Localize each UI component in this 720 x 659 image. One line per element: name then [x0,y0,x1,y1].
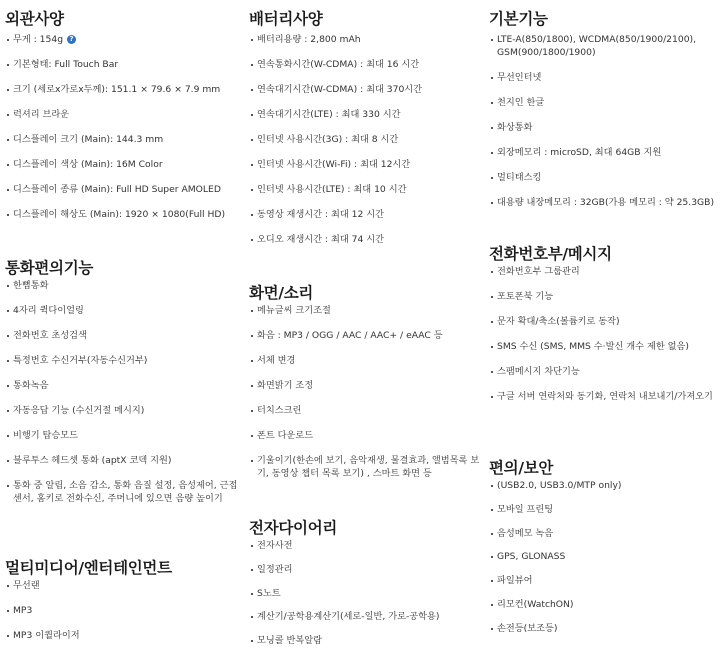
list-item: MP3 [0,605,240,618]
list-item: 디스플레이 색상 (Main): 16M Color [0,159,240,172]
list-item: 인터넷 사용시간(3G) : 최대 8 시간 [244,134,480,147]
list-item: 연속통화시간(W-CDMA) : 최대 16 시간 [244,59,480,72]
list-item: 대용량 내장메모리 : 32GB(가용 메모리 : 약 25.3GB) [484,197,720,210]
exterior-title: 외관사양 [5,10,64,28]
list-item: S노트 [244,588,480,601]
list-item: 모닝콜 반복알람 [244,635,480,648]
list-item: 천지인 한글 [484,97,720,110]
list-item: 일정관리 [244,564,480,577]
list-item: 구글 서버 연락처와 동기화, 연락처 내보내기/가져오기 [484,391,720,404]
list-item: 포토폰북 기능 [484,291,720,304]
list-item: 럭셔리 브라운 [0,109,240,122]
multimedia-section [0,556,240,655]
exterior-section [0,7,240,234]
list-item: 인터넷 사용시간(LTE) : 최대 10 시간 [244,184,480,197]
list-item: 계산기/공학용계산기(세로-일반, 가로-공학용) [244,611,480,624]
list-item: 전화번호 초성검색 [0,330,240,343]
list-item: 오디오 재생시간 : 최대 74 시간 [244,234,480,247]
multimedia-title: 멀티미디어/엔터테인먼트 [5,559,172,577]
list-item: 모바일 프린팅 [484,504,720,517]
convenience-list [484,480,720,635]
list-item [0,34,240,47]
list-item: 연속대기시간(LTE) : 최대 330 시간 [244,109,480,122]
convenience-section [484,456,720,647]
list-item: 폰트 다운로드 [244,430,480,443]
list-item: 전자사전 [244,540,480,553]
list-item: 디스플레이 크기 (Main): 144.3 mm [0,134,240,147]
phonebook-section [484,242,720,416]
list-item: 음성메모 녹음 [484,528,720,541]
list-item: 기울이기(한손에 보기, 음악재생, 물결효과, 앨범목록 보기, 동영상 챕터 목록 보기) , 스마트 화면 등 [244,455,480,480]
list-item: 동영상 재생시간 : 최대 12 시간 [244,209,480,222]
battery-title: 배터리사양 [249,10,323,28]
list-item: (USB2.0, USB3.0/MTP only) [484,480,720,493]
battery-list [244,34,480,247]
diary-list [244,540,480,648]
list-item: 리모컨(WatchON) [484,599,720,612]
list-item: 4자리 퀵다이얼링 [0,305,240,318]
list-item: 한뼘통화 [0,280,240,293]
list-item: 화상통화 [484,122,720,135]
list-item: 전화번호부 그룹관리 [484,266,720,279]
list-item: 배터리용량 : 2,800 mAh [244,34,480,47]
phonebook-title: 전화번호부/메시지 [489,245,612,263]
list-item: 외장메모리 : microSD, 최대 64GB 지원 [484,147,720,160]
help-icon[interactable]: ? [67,35,76,44]
list-item: SMS 수신 (SMS, MMS 수·발신 개수 제한 없음) [484,341,720,354]
list-item: 화음 : MP3 / OGG / AAC / AAC+ / eAAC 등 [244,330,480,343]
list-item: 무선인터넷 [484,72,720,85]
phonebook-list [484,266,720,404]
list-item: 멀티태스킹 [484,172,720,185]
list-item: MP3 이퀄라이저 [0,630,240,643]
list-item: 터치스크린 [244,405,480,418]
basic-title: 기본기능 [489,10,548,28]
weight-text: 무게 : 154g [13,34,64,45]
screen-section [244,281,480,493]
diary-title: 전자다이어리 [249,519,338,537]
multimedia-list [0,580,240,643]
list-item: 크기 (세로x가로x두께): 151.1 × 79.6 × 7.9 mm [0,84,240,97]
list-item: GPS, GLONASS [484,551,720,564]
list-item: 블루투스 헤드셋 통화 (aptX 코덱 지원) [0,455,240,468]
list-item: 자동응답 기능 (수신거절 메시지) [0,405,240,418]
list-item: 특정번호 수신거부(자동수신거부) [0,355,240,368]
list-item: 비행기 탑승모드 [0,430,240,443]
list-item: 파일뷰어 [484,575,720,588]
convenience-title: 편의/보안 [489,459,554,477]
list-item: 연속대기시간(W-CDMA) : 최대 370시간 [244,84,480,97]
exterior-list [0,34,240,222]
call-title: 통화편의기능 [5,259,94,277]
list-item: 디스플레이 종류 (Main): Full HD Super AMOLED [0,184,240,197]
list-item: 문자 확대/축소(볼륨키로 동작) [484,316,720,329]
list-item: 메뉴글씨 크기조절 [244,305,480,318]
list-item: 화면밝기 조정 [244,380,480,393]
battery-section [244,7,480,259]
list-item: 서체 변경 [244,355,480,368]
call-section [0,256,240,518]
diary-section [244,516,480,659]
list-item: 인터넷 사용시간(Wi-Fi) : 최대 12시간 [244,159,480,172]
list-item: 기본형태: Full Touch Bar [0,59,240,72]
list-item: 통화 중 알림, 소음 감소, 통화 음질 설정, 음성제어, 근접센서, 홈키로 전화수신, 주머니에 있으면 음량 높이기 [0,480,240,505]
screen-title: 화면/소리 [249,284,314,302]
call-list [0,280,240,505]
basic-section [484,7,720,222]
screen-list [244,305,480,480]
list-item: 손전등(보조등) [484,623,720,636]
list-item: 디스플레이 해상도 (Main): 1920 × 1080(Full HD) [0,209,240,222]
list-item: 스팸메시지 차단기능 [484,366,720,379]
basic-list [484,34,720,209]
list-item: 무선랜 [0,580,240,593]
list-item: LTE-A(850/1800), WCDMA(850/1900/2100), GSM(900/1800/1900) [484,34,720,59]
list-item: 통화녹음 [0,380,240,393]
